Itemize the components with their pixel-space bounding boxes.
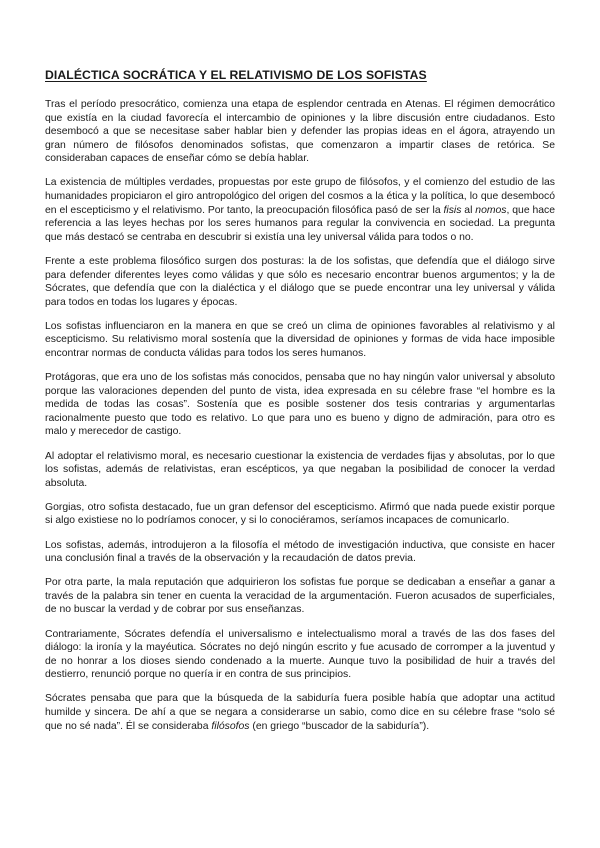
document-title: DIALÉCTICA SOCRÁTICA Y EL RELATIVISMO DE LOS SOFISTAS: [45, 68, 427, 82]
term-nomos: nomos: [475, 204, 507, 216]
paragraph-reputation: Por otra parte, la mala reputación que adquirieron los sofistas fue porque se dedicaban a enseñar a ganar a través de la palabra sin tener en cuenta la veracidad de la argumentación. Fueron acusados de superficiales, de no buscar la verdad y de cobrar por sus enseñanzas.: [45, 577, 555, 616]
text-run: La existencia de múltiples verdades, propuestas por este grupo de filósofos, y el comienzo del estudio de las humanidades propiciaron el giro antropológico del origen del cosmos a la ética y la política, lo que desembocó en el escepticismo y el relativismo. Por tanto, la preocupación filosófica pasó de ser la: [45, 177, 555, 216]
text-run: , que hace referencia a las leyes hechas por los seres humanos para regular la convivencia en sociedad. La pregunta que más destacó se centraba en descubrir si existía una ley universal válida para todos o no.: [45, 204, 556, 243]
paragraph-anthropological-turn: [45, 176, 555, 244]
text-run: (en griego “buscador de la sabiduría”).: [249, 720, 430, 732]
paragraph-inductive-method: Los sofistas, además, introdujeron a la filosofía el método de investigación inductiva, que consiste en hacer una conclusión final a través de la observación y la recaudación de datos previa.: [45, 539, 555, 565]
paragraph-two-positions: Frente a este problema filosófico surgen dos posturas: la de los sofistas, que defendía que el diálogo sirve para defender diferentes leyes como válidas y que sólo es necesario encontrar buenos argumentos; y la de Sócrates, que defendía que con la dialéctica y el diálogo que se puede encontrar una ley universal y válida para todos en todas los lugares y épocas.: [45, 255, 555, 308]
paragraph-gorgias: Gorgias, otro sofista destacado, fue un gran defensor del escepticismo. Afirmó que nada puede existir porque si algo existiese no lo podríamos conocer, y si lo conociéramos, seríamos incapaces de comunicarlo.: [45, 501, 555, 527]
paragraph-sophists-influence: Los sofistas influenciaron en la manera en que se creó un clima de opiniones favorables al relativismo y al escepticismo. Su relativismo moral sostenía que la diversidad de opiniones y formas de vida hace imposible encontrar normas de conducta válidas para todos los seres humanos.: [45, 320, 555, 359]
text-run: Sócrates pensaba que para que la búsqueda de la sabiduría fuera posible había que adoptar una actitud humilde y sincera. De ahí a que se negara a considerarse un sabio, como dice en su célebre frase “solo sé que no sé nada”. Él se consideraba: [45, 693, 555, 732]
document-page: [45, 68, 555, 744]
term-fisis: fisis: [443, 204, 462, 216]
paragraph-moral-relativism: Al adoptar el relativismo moral, es necesario cuestionar la existencia de verdades fijas y absolutas, por lo que los sofistas, además de relativistas, eran escépticos, ya que negaban la posibilidad de conocer la verdad absoluta.: [45, 450, 555, 489]
paragraph-socrates: Contrariamente, Sócrates defendía el universalismo e intelectualismo moral a través de las dos fases del diálogo: la ironía y la mayéutica. Sócrates no dejó ningún escrito y fue acusado de corromper a la juventud y de no honrar a los dioses siendo condenado a la muerte. Aunque tuvo la posibilidad de huir a través del destierro, renunció porque no quería ir en contra de sus principios.: [45, 628, 555, 681]
paragraph-protagoras: Protágoras, que era uno de los sofistas más conocidos, pensaba que no hay ningún valor universal y absoluto porque las valoraciones dependen del punto de vista, idea expresada en su célebre frase “el hombre es la medida de todas las cosas”. Sostenía que es posible sostener dos tesis contrarias y argumentarlas racionalmente puesto que todo es relativo. Lo que para uno es bueno y digno de admiración, para otro es malo y merecedor de castigo.: [45, 372, 555, 438]
text-run: al: [461, 204, 476, 216]
paragraph-socrates-humility: [45, 692, 555, 733]
term-filosofos: filósofos: [211, 720, 250, 732]
paragraph-intro: Tras el período presocrático, comienza una etapa de esplendor centrada en Atenas. El régimen democrático que existía en la ciudad favorecía el intercambio de opiniones y la libre discusión entre ciudadanos. Esto desembocó a que se necesitase saber hablar bien y defender las propias ideas en el ágora, atrayendo un gran número de filósofos denominados sofistas, que comenzaron a impartir clases de retórica. Se consideraban capaces de enseñar cómo se debía hablar.: [45, 99, 555, 165]
